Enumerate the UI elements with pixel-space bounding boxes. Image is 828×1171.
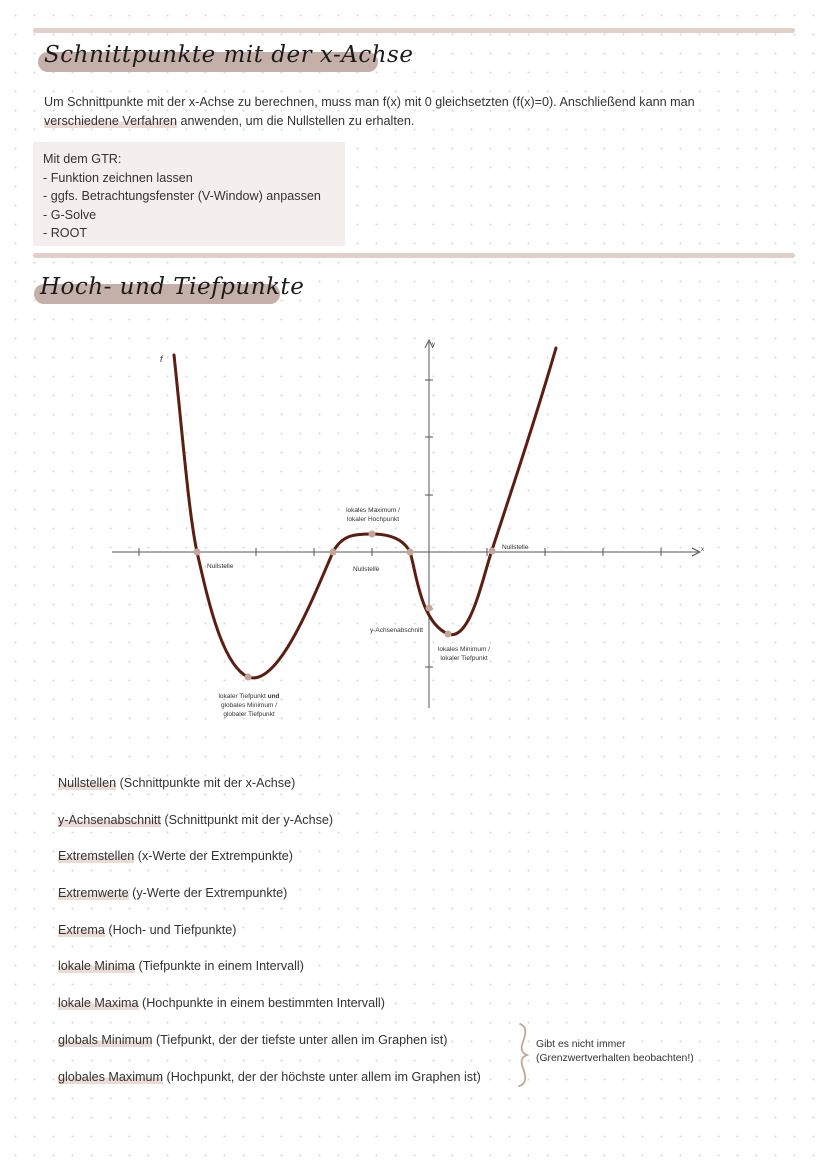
gtr-title: Mit dem GTR:	[43, 152, 122, 166]
gtr-item: - Funktion zeichnen lassen	[43, 170, 193, 185]
term: y-Achsenabschnitt	[58, 812, 161, 827]
label-gmin-line2: globales Minimum /	[221, 702, 277, 709]
label-max-line1: lokales Maximum /	[346, 507, 400, 514]
label-y-intercept: y-Achsenabschnitt	[370, 627, 424, 634]
term: Extremstellen	[58, 849, 135, 864]
term: lokale Maxima	[58, 996, 139, 1011]
term-desc: (x-Werte der Extrempunkte)	[134, 849, 293, 864]
label-max-line2: lokaler Hochpunkt	[346, 516, 400, 523]
term: Nullstellen	[58, 776, 117, 790]
label-min-line2: lokaler Tiefpunkt	[440, 655, 488, 662]
nullstelle-point	[194, 549, 201, 556]
label-gmin-line1-b: und	[267, 693, 280, 700]
term-desc: (Tiefpunkt, der der tiefste unter allen im Graphen ist)	[152, 1032, 448, 1047]
list-item	[58, 776, 481, 813]
term: Extremwerte	[58, 886, 129, 901]
label-nullstelle-1: Nullstelle	[207, 563, 234, 570]
intro-text-2: anwenden, um die Nullstellen zu erhalten.	[177, 114, 415, 128]
top-divider	[33, 28, 795, 33]
local-min-point	[445, 631, 452, 638]
list-item	[58, 886, 481, 923]
y-axis-label: y	[432, 342, 435, 348]
middle-divider	[33, 253, 795, 258]
label-nullstelle-3: Nullstelle	[502, 544, 529, 551]
note-line1: Gibt es nicht immer	[536, 1039, 626, 1050]
local-max-point	[369, 531, 376, 538]
global-min-point	[245, 674, 252, 681]
list-item	[58, 1070, 481, 1107]
gtr-item: - ROOT	[43, 226, 88, 241]
intro-paragraph	[44, 93, 724, 131]
nullstelle-point	[407, 549, 414, 556]
intro-text-1: Um Schnittpunkte mit der x-Achse zu berechnen, muss man f(x) mit 0 gleichsetzten (f(x)=0). Anschließend kann man	[44, 95, 695, 109]
intro-highlight: verschiedene Verfahren	[44, 114, 178, 128]
term: Extrema	[58, 922, 105, 937]
nullstelle-point	[489, 548, 496, 555]
label-nullstelle-2: Nullstelle	[353, 566, 380, 573]
term: globales Maximum	[58, 1069, 163, 1084]
list-item	[58, 959, 481, 996]
nullstelle-point	[330, 549, 337, 556]
label-gmin-line1-a: lokaler Tiefpunkt	[218, 693, 268, 700]
label-gmin-line3: globaler Tiefpunkt	[223, 711, 275, 718]
section1-heading: Schnittpunkte mit der x-Achse	[44, 42, 414, 68]
list-item	[58, 1033, 481, 1070]
list-item	[58, 923, 481, 960]
note-line2: (Grenzwertverhalten beobachten!)	[536, 1053, 694, 1064]
list-item	[58, 813, 481, 850]
list-item	[58, 996, 481, 1033]
term: globals Minimum	[58, 1032, 153, 1047]
term-desc: (Hochpunkte in einem bestimmten Intervall)	[138, 996, 385, 1011]
note	[536, 1038, 694, 1066]
heading-hoch-tief	[34, 274, 304, 300]
term: lokale Minima	[58, 959, 135, 974]
list-item	[58, 849, 481, 886]
x-axis-label: x	[701, 547, 704, 553]
gtr-item: - ggfs. Betrachtungsfenster (V-Window) anpassen	[43, 189, 321, 204]
gtr-box	[33, 142, 345, 246]
term-desc: (Hoch- und Tiefpunkte)	[104, 922, 237, 937]
term-desc: (Hochpunkt, der der höchste unter allem im Graphen ist)	[163, 1069, 481, 1084]
term-desc: (Tiefpunkte in einem Intervall)	[135, 959, 304, 974]
gtr-item: - G-Solve	[43, 207, 97, 222]
heading-schnittpunkte	[38, 42, 413, 68]
label-gmin-line1	[218, 693, 279, 700]
curly-brace-icon	[512, 1022, 534, 1088]
label-min-line1: lokales Minimum /	[437, 646, 491, 653]
term-list	[58, 776, 481, 1106]
section2-heading: Hoch- und Tiefpunkte	[40, 274, 305, 300]
y-intercept-point	[426, 605, 433, 612]
function-graph	[0, 330, 828, 730]
term-desc: (Schnittpunkt mit der y-Achse)	[160, 812, 334, 827]
term-desc: (Schnittpunkte mit der x-Achse)	[116, 776, 296, 790]
function-label: f	[160, 354, 163, 364]
term-desc: (y-Werte der Extrempunkte)	[128, 886, 288, 901]
